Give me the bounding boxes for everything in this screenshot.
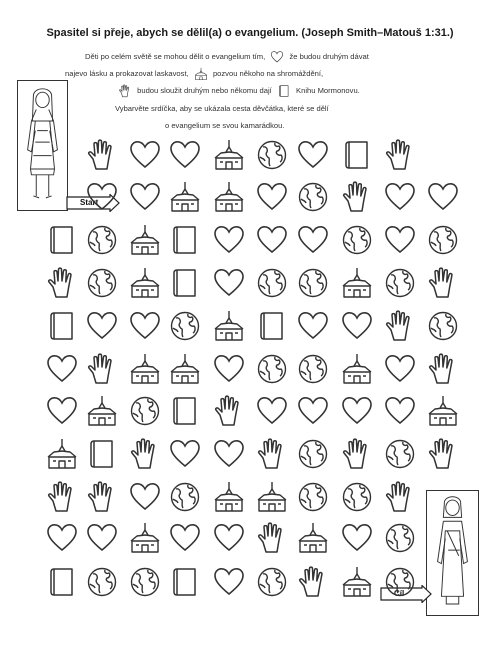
heart-icon[interactable] [128, 138, 162, 172]
heart-icon[interactable] [128, 309, 162, 343]
book-icon [168, 394, 202, 428]
instruction-line-3b: Knihu Mormonovu. [296, 86, 360, 95]
heart-icon[interactable] [168, 138, 202, 172]
hand-icon [426, 352, 460, 386]
instruction-line-3a: budou sloužit druhým nebo někomu dají [137, 86, 272, 95]
chapel-icon [128, 223, 162, 257]
hand-icon [340, 437, 374, 471]
globe-icon [296, 352, 330, 386]
chapel-icon [128, 352, 162, 386]
heart-icon[interactable] [128, 180, 162, 214]
chapel-icon [212, 480, 246, 514]
hand-icon [426, 266, 460, 300]
finish-label: Cíl [394, 589, 405, 598]
book-icon [255, 309, 289, 343]
globe-icon [383, 565, 417, 599]
heart-icon[interactable] [255, 394, 289, 428]
hand-icon [85, 138, 119, 172]
book-icon [45, 565, 79, 599]
heart-icon[interactable] [255, 180, 289, 214]
hand-icon [383, 480, 417, 514]
chapel-icon [340, 565, 374, 599]
chapel-icon [128, 266, 162, 300]
globe-icon [255, 565, 289, 599]
heart-icon[interactable] [340, 521, 374, 555]
book-icon [168, 266, 202, 300]
hand-icon [296, 565, 330, 599]
heart-icon[interactable] [426, 180, 460, 214]
chapel-icon [128, 521, 162, 555]
book-icon [85, 437, 119, 471]
globe-icon [128, 394, 162, 428]
heart-icon[interactable] [168, 437, 202, 471]
heart-icon[interactable] [212, 437, 246, 471]
hand-icon [383, 138, 417, 172]
hand-icon [45, 480, 79, 514]
heart-icon[interactable] [340, 309, 374, 343]
chapel-icon [212, 180, 246, 214]
instruction-line-2a: najevo lásku a prokazovat laskavost, [65, 69, 189, 78]
heart-icon[interactable] [212, 565, 246, 599]
chapel-icon [426, 394, 460, 428]
instruction-line-2b: pozvou někoho na shromáždění, [212, 69, 324, 78]
globe-icon [85, 266, 119, 300]
heart-icon[interactable] [255, 223, 289, 257]
start-label: Start [80, 198, 99, 207]
heart-icon[interactable] [383, 180, 417, 214]
chapel-icon [45, 437, 79, 471]
chapel-icon [340, 266, 374, 300]
heart-icon[interactable] [85, 521, 119, 555]
heart-icon[interactable] [383, 394, 417, 428]
chapel-icon [255, 480, 289, 514]
heart-icon[interactable] [296, 223, 330, 257]
heart-icon[interactable] [212, 223, 246, 257]
globe-icon [340, 480, 374, 514]
hand-icon [85, 352, 119, 386]
hand-icon [45, 266, 79, 300]
globe-icon [85, 223, 119, 257]
heart-icon[interactable] [128, 480, 162, 514]
globe-icon [296, 180, 330, 214]
hand-icon [255, 521, 289, 555]
heart-icon[interactable] [383, 352, 417, 386]
globe-icon [426, 223, 460, 257]
heart-icon[interactable] [383, 223, 417, 257]
heart-icon[interactable] [45, 521, 79, 555]
chapel-icon [168, 352, 202, 386]
heart-icon[interactable] [168, 521, 202, 555]
instruction-line-1a: Děti po celém světě se mohou dělit o evangelium tím, [85, 52, 266, 61]
book-icon [168, 223, 202, 257]
heart-icon[interactable] [296, 394, 330, 428]
instruction-line-1b: že budou druhým dávat [289, 52, 369, 61]
globe-icon [340, 223, 374, 257]
chapel-icon [85, 394, 119, 428]
globe-icon [426, 309, 460, 343]
globe-icon [383, 266, 417, 300]
globe-icon [383, 521, 417, 555]
chapel-icon [212, 138, 246, 172]
hand-icon [212, 394, 246, 428]
heart-icon[interactable] [85, 180, 119, 214]
globe-icon [168, 309, 202, 343]
heart-icon[interactable] [212, 266, 246, 300]
heart-icon[interactable] [212, 521, 246, 555]
book-icon [45, 223, 79, 257]
book-icon [45, 309, 79, 343]
globe-icon [296, 437, 330, 471]
page-title: Spasitel si přeje, abych se dělil(a) o evangelium. (Joseph Smith–Matouš 1:31.) [46, 27, 454, 39]
instruction-line-4: Vybarvěte srdíčka, aby se ukázala cesta děvčátka, které se dělí [115, 104, 329, 113]
globe-icon [383, 437, 417, 471]
heart-icon[interactable] [45, 394, 79, 428]
book-icon [168, 565, 202, 599]
globe-icon [296, 266, 330, 300]
chapel-icon [212, 309, 246, 343]
globe-icon [85, 565, 119, 599]
hand-icon [340, 180, 374, 214]
hand-icon [85, 480, 119, 514]
chapel-icon [168, 180, 202, 214]
globe-icon [296, 480, 330, 514]
hand-icon [383, 309, 417, 343]
book-icon [340, 138, 374, 172]
globe-icon [255, 266, 289, 300]
heart-icon[interactable] [340, 394, 374, 428]
chapel-icon [296, 521, 330, 555]
heart-icon[interactable] [296, 309, 330, 343]
chapel-icon [340, 352, 374, 386]
globe-icon [168, 480, 202, 514]
hand-icon [426, 437, 460, 471]
heart-icon[interactable] [85, 309, 119, 343]
globe-icon [128, 565, 162, 599]
heart-icon[interactable] [45, 352, 79, 386]
hand-icon [128, 437, 162, 471]
heart-icon[interactable] [212, 352, 246, 386]
globe-icon [255, 138, 289, 172]
instruction-line-5: o evangelium se svou kamarádkou. [165, 121, 285, 130]
globe-icon [255, 352, 289, 386]
heart-icon[interactable] [296, 138, 330, 172]
hand-icon [255, 437, 289, 471]
